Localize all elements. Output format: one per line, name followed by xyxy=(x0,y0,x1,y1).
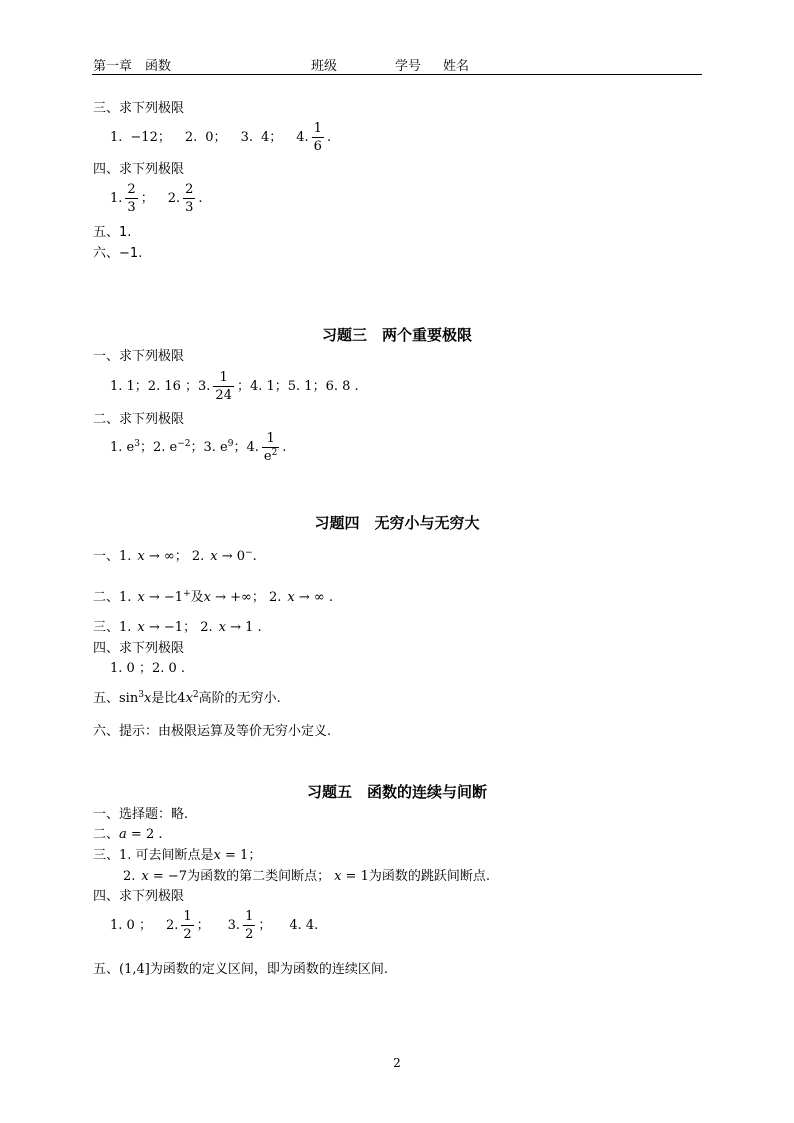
sec3-q1-answers: 1. 1；2. 16 ；3. $\frac{1}{24}$ ；4. 1；5. 1；6. 8 . xyxy=(110,370,359,403)
fraction: $\frac{1}{24}$ xyxy=(215,370,232,403)
sec5-q5: 五、(1,4]为函数的定义区间，即为函数的连续区间. xyxy=(93,962,388,977)
fraction: $\frac{2}{3}$ xyxy=(127,182,136,215)
sec5-q3-part1: 三、1. 可去间断点是x = 1； xyxy=(93,848,262,863)
fraction: $\frac{1}{6}$ xyxy=(313,121,322,154)
fraction: $\frac{1}{2}$ xyxy=(183,909,192,942)
sec2-q3-title: 三、求下列极限 xyxy=(93,101,185,116)
header-rule xyxy=(92,74,702,75)
sec5-q2: 二、a = 2 . xyxy=(93,827,163,842)
sec4-q2: 二、1. x → −1+及x → +∞； 2. x → ∞ . xyxy=(93,589,334,605)
sec3-q2-answers: 1. $e^3$；2. $e^{-2}$；3. $e^9$；4. $\frac{1}{e^2}$ . xyxy=(110,431,287,464)
sec2-q3-answers: 1. −12； 2. 0； 3. 4； 4. $\frac{1}{6}$ . xyxy=(110,121,332,154)
fraction: $\frac{1}{e^2}$ xyxy=(263,431,278,464)
sec4-q4-answers: 1. 0 ；2. 0 . xyxy=(110,661,186,676)
header-class-label: 班级 xyxy=(311,59,338,74)
sec5-q1: 一、选择题：略. xyxy=(93,807,189,822)
sec5-q4-title: 四、求下列极限 xyxy=(93,889,185,904)
sec4-q5: 五、$\sin^3x$是比$4x^2$高阶的无穷小. xyxy=(93,690,281,706)
sec2-q4-answers: 1. $\frac{2}{3}$ ； 2. $\frac{2}{3}$ . xyxy=(110,182,203,215)
header-chapter: 第一章 函数 xyxy=(93,59,172,74)
sec4-q6: 六、提示：由极限运算及等价无穷小定义. xyxy=(93,724,332,739)
fraction: $\frac{2}{3}$ xyxy=(185,182,194,215)
sec4-q4-title: 四、求下列极限 xyxy=(93,641,185,656)
sec3-q2-title: 二、求下列极限 xyxy=(93,412,185,427)
section-3-title: 习题三 两个重要极限 xyxy=(321,326,472,344)
sec3-q1-title: 一、求下列极限 xyxy=(93,349,185,364)
page-number: 2 xyxy=(393,1056,401,1070)
fraction: $\frac{1}{2}$ xyxy=(245,909,254,942)
section-4-title: 习题四 无穷小与无穷大 xyxy=(314,514,480,532)
sec4-q1: 一、1. x → ∞； 2. x → 0−. xyxy=(93,548,257,564)
sec4-q3: 三、1. x → −1； 2. x → 1 . xyxy=(93,620,262,635)
header-student-id-label: 学号 xyxy=(395,59,422,74)
sec2-q6: 六、−1. xyxy=(93,246,143,261)
section-5-title: 习题五 函数的连续与间断 xyxy=(306,783,487,801)
header-name-label: 姓名 xyxy=(443,59,470,74)
sec5-q4-answers: 1. 0 ； 2. $\frac{1}{2}$ ； 3. $\frac{1}{2}$ ； 4. 4. xyxy=(110,909,319,942)
sec5-q3-part2: 2. x = −7为函数的第二类间断点； x = 1为函数的跳跃间断点. xyxy=(123,869,490,884)
sec2-q4-title: 四、求下列极限 xyxy=(93,162,185,177)
sec2-q5: 五、1. xyxy=(93,225,132,240)
